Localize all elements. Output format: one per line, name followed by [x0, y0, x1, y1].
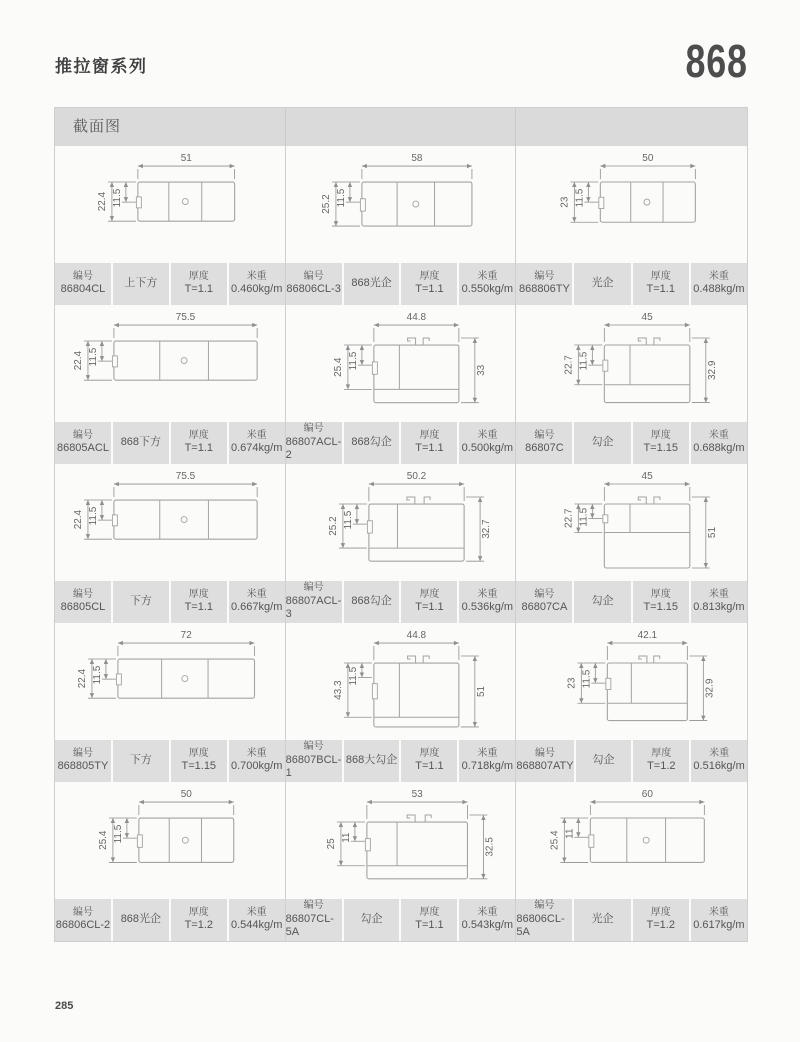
info-thickness — [171, 740, 227, 782]
thickness-label: 厚度 — [419, 747, 440, 759]
profile-cross-section-drawing — [286, 782, 516, 899]
code-value: 86806CL-5A — [516, 912, 565, 939]
name-value: 下方 — [129, 754, 152, 767]
code-value: 86805CL — [60, 601, 106, 614]
table-row — [55, 305, 747, 464]
code-label: 编号 — [534, 588, 555, 600]
svg-text:60: 60 — [642, 789, 654, 800]
profile-cross-section-drawing — [286, 305, 516, 422]
thickness-label: 厚度 — [419, 906, 440, 918]
svg-text:22.4: 22.4 — [96, 191, 108, 212]
code-value: 868806TY — [519, 283, 570, 296]
weight-label: 米重 — [709, 747, 730, 759]
profile-diagram — [55, 623, 285, 740]
profile-diagram — [516, 305, 747, 422]
code-value: 86807ACL-2 — [285, 435, 342, 462]
info-code — [286, 581, 342, 623]
svg-text:25.4: 25.4 — [549, 830, 561, 850]
info-code — [55, 581, 111, 623]
code-label: 编号 — [303, 741, 324, 752]
profile-info-band — [286, 740, 516, 782]
profile-diagram — [55, 146, 285, 263]
svg-text:25: 25 — [325, 838, 337, 850]
info-code — [516, 740, 573, 782]
info-thickness — [171, 422, 227, 464]
profile-cross-section-drawing — [286, 623, 516, 740]
profile-diagram — [286, 464, 516, 581]
info-code — [55, 263, 111, 305]
svg-text:11.5: 11.5 — [112, 824, 124, 844]
weight-value: 0.813kg/m — [693, 601, 745, 614]
weight-label: 米重 — [477, 429, 498, 441]
thickness-value: T=1.1 — [184, 283, 213, 296]
svg-text:25.2: 25.2 — [320, 194, 332, 214]
svg-text:23: 23 — [559, 196, 571, 208]
svg-text:11.5: 11.5 — [342, 510, 354, 530]
info-name — [113, 899, 169, 941]
svg-text:25.4: 25.4 — [97, 830, 109, 850]
code-label: 编号 — [72, 429, 93, 441]
info-name — [113, 740, 169, 782]
profile-info-band — [55, 581, 285, 623]
svg-text:11.5: 11.5 — [347, 666, 359, 686]
profile-cross-section-drawing — [55, 305, 285, 422]
code-label: 编号 — [303, 582, 324, 593]
code-label: 编号 — [534, 747, 555, 759]
table-header-cell-empty — [516, 108, 747, 146]
thickness-label: 厚度 — [419, 429, 440, 441]
info-name — [574, 899, 630, 941]
info-weight — [229, 740, 285, 782]
info-thickness — [633, 740, 689, 782]
thickness-label: 厚度 — [650, 429, 671, 441]
info-code — [286, 422, 342, 464]
weight-value: 0.667kg/m — [231, 601, 283, 614]
info-weight — [691, 740, 747, 782]
name-value: 868光企 — [120, 913, 162, 926]
profile-diagram — [286, 305, 516, 422]
info-weight — [459, 422, 515, 464]
svg-text:75.5: 75.5 — [175, 471, 196, 483]
page-number: 285 — [55, 1000, 74, 1012]
info-name — [113, 422, 169, 464]
weight-label: 米重 — [246, 429, 267, 441]
profile-cross-section-drawing — [516, 305, 747, 422]
profile-diagram — [286, 146, 516, 263]
info-thickness — [171, 263, 227, 305]
info-code — [516, 422, 572, 464]
svg-text:50: 50 — [642, 153, 654, 164]
weight-label: 米重 — [477, 906, 498, 918]
model-number: 868 — [685, 35, 748, 87]
svg-text:11.5: 11.5 — [574, 188, 586, 208]
info-code — [55, 422, 111, 464]
svg-text:23: 23 — [566, 677, 578, 689]
code-label: 编号 — [534, 429, 555, 441]
profile-diagram — [55, 782, 285, 899]
thickness-value: T=1.1 — [415, 601, 444, 614]
info-weight — [459, 263, 515, 305]
profile-info-band — [55, 740, 285, 782]
table-row — [55, 623, 747, 782]
info-thickness — [401, 899, 457, 941]
profile-diagram — [516, 623, 747, 740]
thickness-label: 厚度 — [188, 588, 209, 600]
thickness-label: 厚度 — [651, 747, 672, 759]
profile-cell — [286, 782, 517, 941]
info-name — [574, 581, 630, 623]
thickness-label: 厚度 — [419, 270, 440, 282]
code-value: 86807CA — [521, 601, 568, 614]
info-code — [286, 263, 342, 305]
svg-text:45: 45 — [641, 312, 653, 323]
name-value: 868勾企 — [351, 595, 392, 608]
thickness-value: T=1.1 — [415, 919, 444, 932]
svg-text:51: 51 — [475, 685, 487, 698]
profile-info-band — [55, 263, 285, 305]
weight-value: 0.550kg/m — [461, 283, 514, 296]
code-value: 86807C — [525, 442, 564, 455]
profile-info-band — [516, 422, 747, 464]
thickness-value: T=1.2 — [184, 919, 213, 932]
svg-text:42.1: 42.1 — [637, 630, 658, 641]
svg-text:11.5: 11.5 — [578, 507, 590, 527]
profile-diagram — [55, 464, 285, 581]
profile-cross-section-drawing — [516, 623, 747, 740]
info-weight — [459, 899, 515, 941]
thickness-value: T=1.15 — [181, 760, 217, 773]
profile-cell — [55, 623, 286, 782]
weight-value: 0.488kg/m — [693, 283, 745, 296]
thickness-value: T=1.1 — [415, 442, 444, 455]
code-label: 编号 — [303, 423, 324, 434]
name-value: 下方 — [129, 595, 152, 608]
svg-text:44.8: 44.8 — [406, 630, 426, 642]
info-name — [344, 581, 400, 623]
info-name — [113, 263, 169, 305]
name-value: 光企 — [591, 277, 614, 290]
info-weight — [691, 422, 747, 464]
profile-info-band — [286, 899, 516, 941]
profile-diagram — [516, 782, 747, 899]
profile-cell — [286, 305, 517, 464]
thickness-label: 厚度 — [188, 906, 209, 918]
info-name — [576, 740, 632, 782]
svg-text:50: 50 — [180, 789, 192, 801]
name-value: 光企 — [591, 913, 614, 926]
weight-value: 0.674kg/m — [231, 442, 283, 455]
profile-cross-section-drawing — [55, 464, 285, 581]
profile-cross-section-drawing — [286, 146, 516, 263]
thickness-value: T=1.1 — [184, 601, 213, 614]
table-header-cell-empty — [286, 108, 517, 146]
svg-text:11: 11 — [340, 832, 352, 843]
profile-info-band — [516, 581, 747, 623]
weight-label: 米重 — [708, 906, 729, 918]
svg-text:51: 51 — [180, 153, 192, 165]
weight-value: 0.500kg/m — [461, 442, 514, 455]
info-weight — [229, 899, 285, 941]
info-weight — [691, 581, 747, 623]
weight-value: 0.516kg/m — [693, 760, 745, 773]
profile-cell — [516, 305, 747, 464]
info-code — [286, 740, 342, 782]
profile-info-band — [516, 740, 747, 782]
info-thickness — [401, 263, 457, 305]
profile-info-band — [286, 581, 516, 623]
name-value: 868勾企 — [351, 436, 392, 449]
profile-cross-section-drawing — [516, 782, 747, 899]
code-value: 86804CL — [60, 283, 106, 296]
profile-info-band — [516, 263, 747, 305]
weight-value: 0.718kg/m — [461, 760, 514, 773]
profile-info-band — [55, 899, 285, 941]
table-header-cell: 截面图 — [55, 108, 286, 146]
profile-cell — [516, 464, 747, 623]
weight-value: 0.543kg/m — [461, 919, 514, 932]
profile-cross-section-drawing — [55, 146, 285, 263]
svg-text:11.5: 11.5 — [87, 506, 99, 526]
svg-text:11.5: 11.5 — [347, 351, 359, 371]
profile-info-band — [286, 263, 516, 305]
profile-info-band — [516, 899, 747, 941]
svg-text:53: 53 — [411, 789, 423, 801]
svg-text:22.4: 22.4 — [72, 350, 84, 371]
svg-text:50.2: 50.2 — [406, 471, 426, 483]
weight-label: 米重 — [246, 270, 267, 282]
info-thickness — [401, 422, 457, 464]
svg-text:58: 58 — [411, 153, 423, 165]
svg-text:32.5: 32.5 — [484, 837, 496, 857]
thickness-label: 厚度 — [650, 588, 671, 600]
profile-cross-section-drawing — [516, 146, 747, 263]
info-thickness — [633, 581, 689, 623]
thickness-label: 厚度 — [419, 588, 440, 600]
thickness-label: 厚度 — [650, 270, 671, 282]
svg-text:43.3: 43.3 — [332, 680, 344, 700]
code-label: 编号 — [303, 270, 324, 282]
svg-text:22.4: 22.4 — [72, 509, 84, 530]
profile-info-band — [55, 422, 285, 464]
svg-text:44.8: 44.8 — [406, 312, 426, 324]
code-label: 编号 — [72, 906, 93, 918]
name-value: 868下方 — [120, 436, 162, 449]
info-code — [516, 263, 572, 305]
svg-text:22.7: 22.7 — [563, 508, 575, 528]
info-thickness — [401, 740, 457, 782]
table-header-row — [55, 108, 747, 146]
code-label: 编号 — [72, 270, 93, 282]
weight-value: 0.536kg/m — [461, 601, 514, 614]
weight-label: 米重 — [477, 747, 498, 759]
info-weight — [229, 263, 285, 305]
svg-text:75.5: 75.5 — [175, 312, 196, 324]
profile-cell — [286, 623, 517, 782]
name-value: 勾企 — [592, 754, 615, 767]
table-row — [55, 146, 747, 305]
info-name — [113, 581, 169, 623]
svg-text:45: 45 — [641, 471, 653, 482]
profile-info-band — [286, 422, 516, 464]
code-value: 86806CL-2 — [55, 919, 111, 932]
svg-text:32.9: 32.9 — [704, 678, 716, 699]
name-value: 勾企 — [591, 595, 614, 608]
code-value: 86805ACL — [56, 442, 109, 455]
thickness-value: T=1.1 — [415, 283, 444, 296]
profile-cell — [55, 464, 286, 623]
profile-cell — [55, 146, 286, 305]
info-weight — [229, 422, 285, 464]
weight-value: 0.460kg/m — [231, 283, 283, 296]
info-name — [344, 263, 400, 305]
weight-value: 0.544kg/m — [231, 919, 283, 932]
info-thickness — [401, 581, 457, 623]
info-name — [344, 899, 400, 941]
profile-cell — [286, 146, 517, 305]
info-weight — [229, 581, 285, 623]
table-row — [55, 464, 747, 623]
profile-cell — [55, 782, 286, 941]
svg-text:25.2: 25.2 — [327, 516, 339, 536]
profile-diagram — [516, 146, 747, 263]
profile-diagram — [286, 782, 516, 899]
profile-diagram — [55, 305, 285, 422]
profile-cell — [286, 464, 517, 623]
series-title: 推拉窗系列 — [55, 57, 148, 76]
info-code — [55, 740, 111, 782]
code-label: 编号 — [303, 900, 324, 911]
profile-cell — [516, 623, 747, 782]
profile-cross-section-drawing — [286, 464, 516, 581]
svg-text:32.9: 32.9 — [707, 360, 719, 381]
thickness-label: 厚度 — [650, 906, 671, 918]
thickness-value: T=1.1 — [646, 283, 675, 296]
weight-value: 0.617kg/m — [693, 919, 745, 932]
info-thickness — [171, 581, 227, 623]
thickness-label: 厚度 — [188, 429, 209, 441]
svg-text:22.4: 22.4 — [76, 668, 88, 689]
thickness-label: 厚度 — [188, 747, 209, 759]
code-value: 86806CL-3 — [286, 283, 341, 296]
thickness-value: T=1.1 — [415, 760, 444, 773]
code-value: 86807ACL-3 — [285, 594, 342, 621]
info-name — [574, 422, 630, 464]
info-weight — [691, 899, 747, 941]
info-thickness — [633, 263, 689, 305]
svg-text:32.7: 32.7 — [480, 519, 492, 539]
weight-label: 米重 — [708, 270, 729, 282]
svg-text:11.5: 11.5 — [581, 669, 593, 689]
info-weight — [459, 740, 515, 782]
thickness-value: T=1.2 — [647, 760, 676, 773]
code-value: 86807CL-5A — [285, 912, 334, 939]
name-value: 勾企 — [360, 913, 383, 926]
code-label: 编号 — [72, 588, 93, 600]
thickness-value: T=1.15 — [643, 442, 679, 455]
profile-cell — [55, 305, 286, 464]
name-value: 上下方 — [124, 277, 158, 290]
info-thickness — [633, 422, 689, 464]
svg-text:11.5: 11.5 — [91, 665, 103, 685]
info-code — [516, 899, 572, 941]
table-row — [55, 782, 747, 941]
code-label: 编号 — [72, 747, 93, 759]
svg-text:11.5: 11.5 — [111, 188, 123, 208]
svg-text:25.4: 25.4 — [332, 357, 344, 377]
svg-text:33: 33 — [475, 364, 487, 376]
profile-cross-section-drawing — [516, 464, 747, 581]
code-label: 编号 — [534, 270, 555, 282]
info-weight — [459, 581, 515, 623]
weight-label: 米重 — [477, 270, 498, 282]
info-code — [55, 899, 111, 941]
weight-label: 米重 — [708, 588, 729, 600]
profile-diagram — [516, 464, 747, 581]
thickness-label: 厚度 — [188, 270, 209, 282]
code-value: 868807ATY — [516, 760, 574, 773]
svg-text:11.5: 11.5 — [335, 188, 347, 208]
weight-value: 0.688kg/m — [693, 442, 745, 455]
info-name — [344, 422, 400, 464]
weight-label: 米重 — [246, 588, 267, 600]
code-label: 编号 — [534, 900, 555, 911]
weight-label: 米重 — [246, 747, 267, 759]
profile-cross-section-drawing — [55, 623, 285, 740]
name-value: 868大勾企 — [345, 754, 398, 767]
thickness-value: T=1.2 — [646, 919, 675, 932]
svg-text:51: 51 — [707, 526, 719, 539]
profile-cross-section-drawing — [55, 782, 285, 899]
code-value: 86807BCL-1 — [285, 753, 342, 780]
name-value: 868光企 — [351, 277, 392, 290]
info-weight — [691, 263, 747, 305]
weight-label: 米重 — [246, 906, 267, 918]
info-name — [574, 263, 630, 305]
weight-label: 米重 — [708, 429, 729, 441]
name-value: 勾企 — [591, 436, 614, 449]
svg-text:72: 72 — [180, 630, 192, 642]
info-code — [286, 899, 342, 941]
weight-label: 米重 — [477, 588, 498, 600]
info-name — [344, 740, 400, 782]
profile-cell — [516, 146, 747, 305]
info-thickness — [633, 899, 689, 941]
svg-text:11.5: 11.5 — [87, 347, 99, 367]
info-code — [516, 581, 572, 623]
profile-cell — [516, 782, 747, 941]
profile-table — [54, 107, 748, 942]
profile-diagram — [286, 623, 516, 740]
code-value: 868805TY — [57, 760, 109, 773]
info-thickness — [171, 899, 227, 941]
thickness-value: T=1.1 — [184, 442, 213, 455]
svg-text:11: 11 — [564, 828, 576, 839]
svg-text:11.5: 11.5 — [578, 351, 590, 371]
weight-value: 0.700kg/m — [231, 760, 283, 773]
svg-text:22.7: 22.7 — [563, 355, 575, 375]
thickness-value: T=1.15 — [643, 601, 679, 614]
